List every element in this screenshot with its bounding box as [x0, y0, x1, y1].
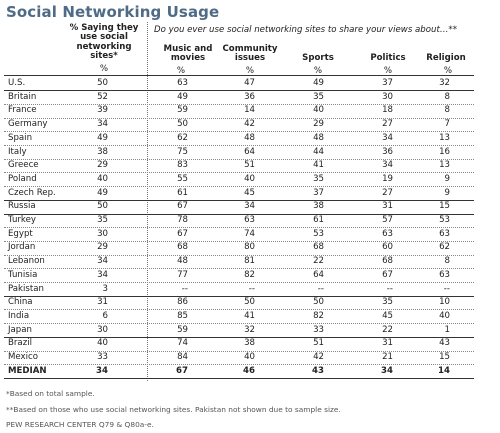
cell-value: 8	[444, 256, 450, 267]
table-row	[0, 146, 500, 159]
footnote-total: *Based on total sample.	[6, 389, 95, 398]
cell-value: 15	[439, 201, 450, 212]
cell-value: 1	[444, 324, 450, 335]
cell-value: 33	[97, 352, 108, 362]
cell-value: 8	[444, 91, 450, 102]
table-row	[0, 159, 500, 172]
cell-value: 34	[382, 160, 393, 171]
table-row	[0, 173, 500, 186]
cell-value: 37	[382, 78, 393, 88]
cell-value: 14	[244, 105, 255, 116]
country-name: Japan	[8, 324, 32, 335]
cell-value: 48	[313, 132, 324, 143]
header-usage: % Saying they use social networking sites*	[69, 23, 139, 62]
cell-value: 50	[97, 78, 108, 88]
cell-value: 7	[444, 119, 450, 130]
table-row	[0, 104, 500, 117]
cell-value: 45	[244, 187, 255, 198]
cell-value: 48	[177, 256, 188, 267]
cell-value: 43	[312, 365, 324, 376]
median-row	[0, 365, 500, 378]
country-name: India	[8, 310, 30, 321]
header-group: Do you ever use social networking sites to share your views about…**	[154, 25, 458, 35]
cell-value: 68	[382, 256, 393, 267]
cell-value: 53	[439, 215, 450, 225]
cell-value: 75	[177, 146, 188, 157]
country-name: Italy	[8, 146, 27, 157]
cell-value: 37	[313, 187, 324, 198]
header-community: Community issues	[222, 44, 278, 64]
cell-value: 83	[177, 160, 188, 171]
cell-value: 51	[313, 338, 324, 349]
cell-value: 35	[313, 91, 324, 102]
cell-value: 49	[177, 91, 188, 102]
cell-value: 40	[244, 173, 255, 184]
cell-value: 8	[444, 105, 450, 116]
country-name: Jordan	[8, 242, 36, 253]
cell-value: 63	[244, 215, 255, 225]
cell-value: 34	[244, 201, 255, 212]
table-row	[0, 283, 500, 296]
cell-value: 34	[97, 256, 108, 267]
cell-value: 35	[382, 297, 393, 308]
cell-value: 49	[97, 187, 108, 198]
cell-value: 39	[97, 105, 108, 116]
country-name: Russia	[8, 201, 36, 212]
cell-value: 21	[382, 352, 393, 362]
pct-label: %	[99, 64, 109, 74]
cell-value: --	[248, 283, 255, 294]
table-row	[0, 310, 500, 323]
cell-value: 82	[313, 310, 324, 321]
cell-value: 40	[439, 310, 450, 321]
cell-value: 68	[313, 242, 324, 253]
table-row	[0, 118, 500, 131]
country-name: Poland	[8, 173, 37, 184]
table-row	[0, 269, 500, 282]
header-religion: Religion	[426, 53, 466, 63]
cell-value: 80	[244, 242, 255, 253]
cell-value: 18	[382, 105, 393, 116]
header-politics: Politics	[370, 53, 406, 63]
table-row	[0, 132, 500, 145]
cell-value: 41	[313, 160, 324, 171]
table-row	[0, 255, 500, 268]
cell-value: 50	[97, 201, 108, 212]
cell-value: 34	[97, 269, 108, 280]
country-name: Czech Rep.	[8, 187, 56, 198]
cell-value: 36	[244, 91, 255, 102]
cell-value: 29	[97, 242, 108, 253]
cell-value: --	[181, 283, 188, 294]
cell-value: 35	[97, 215, 108, 225]
cell-value: 63	[439, 228, 450, 239]
cell-value: 57	[382, 215, 393, 225]
cell-value: --	[317, 283, 324, 294]
cell-value: 61	[177, 187, 188, 198]
cell-value: 30	[97, 228, 108, 239]
cell-value: --	[386, 283, 393, 294]
cell-value: 3	[102, 283, 108, 294]
cell-value: 27	[382, 187, 393, 198]
cell-value: --	[443, 283, 450, 294]
cell-value: 62	[439, 242, 450, 253]
cell-value: 59	[177, 105, 188, 116]
cell-value: 33	[313, 324, 324, 335]
cell-value: 49	[313, 78, 324, 88]
table-row	[0, 241, 500, 254]
cell-value: 9	[444, 187, 450, 198]
cell-value: 85	[177, 310, 188, 321]
country-name: Spain	[8, 132, 33, 143]
row-separator-solid	[4, 378, 474, 379]
cell-value: 45	[382, 310, 393, 321]
cell-value: 6	[102, 310, 108, 321]
pct-label: %	[313, 66, 323, 76]
cell-value: 59	[177, 324, 188, 335]
cell-value: 67	[177, 201, 188, 212]
cell-value: 9	[444, 173, 450, 184]
country-name: Brazil	[8, 338, 32, 349]
cell-value: 84	[177, 352, 188, 362]
footnote-users: **Based on those who use social networking sites. Pakistan not shown due to sample size.	[6, 405, 341, 414]
cell-value: 29	[97, 160, 108, 171]
page-title: Social Networking Usage	[6, 3, 220, 21]
country-name: Britain	[8, 91, 37, 102]
cell-value: 41	[244, 310, 255, 321]
country-name: MEDIAN	[8, 365, 47, 376]
table-row	[0, 228, 500, 241]
table-row	[0, 351, 500, 364]
cell-value: 35	[313, 173, 324, 184]
cell-value: 10	[439, 297, 450, 308]
cell-value: 13	[439, 160, 450, 171]
cell-value: 16	[439, 146, 450, 157]
cell-value: 60	[382, 242, 393, 253]
table-row	[0, 77, 500, 90]
cell-value: 44	[313, 146, 324, 157]
cell-value: 53	[313, 228, 324, 239]
cell-value: 49	[97, 132, 108, 143]
cell-value: 48	[244, 132, 255, 143]
cell-value: 30	[382, 91, 393, 102]
cell-value: 32	[439, 78, 450, 88]
cell-value: 64	[244, 146, 255, 157]
cell-value: 27	[382, 119, 393, 130]
cell-value: 68	[177, 242, 188, 253]
cell-value: 15	[439, 352, 450, 362]
country-name: Pakistan	[8, 283, 44, 294]
cell-value: 63	[382, 228, 393, 239]
country-name: Germany	[8, 119, 48, 130]
cell-value: 82	[244, 269, 255, 280]
cell-value: 30	[97, 324, 108, 335]
cell-value: 63	[177, 78, 188, 88]
pct-label: %	[443, 66, 453, 76]
cell-value: 34	[381, 365, 393, 376]
cell-value: 13	[439, 132, 450, 143]
table-row	[0, 337, 500, 350]
cell-value: 46	[243, 365, 255, 376]
cell-value: 34	[96, 365, 108, 376]
cell-value: 19	[382, 173, 393, 184]
cell-value: 14	[438, 365, 450, 376]
cell-value: 74	[244, 228, 255, 239]
cell-value: 62	[177, 132, 188, 143]
table-row	[0, 187, 500, 200]
cell-value: 32	[244, 324, 255, 335]
pct-label: %	[176, 66, 186, 76]
cell-value: 36	[382, 146, 393, 157]
cell-value: 52	[97, 91, 108, 102]
country-name: U.S.	[8, 78, 26, 88]
country-name: Egypt	[8, 228, 33, 239]
country-name: Mexico	[8, 352, 39, 362]
country-name: Lebanon	[8, 256, 45, 267]
cell-value: 38	[97, 146, 108, 157]
cell-value: 42	[313, 352, 324, 362]
source-note: PEW RESEARCH CENTER Q79 & Q80a-e.	[6, 420, 154, 429]
cell-value: 81	[244, 256, 255, 267]
pct-label: %	[245, 66, 255, 76]
country-name: Greece	[8, 160, 39, 171]
table-row	[0, 91, 500, 104]
cell-value: 43	[439, 338, 450, 349]
cell-value: 31	[382, 201, 393, 212]
cell-value: 78	[177, 215, 188, 225]
country-name: Turkey	[8, 215, 36, 225]
cell-value: 86	[177, 297, 188, 308]
cell-value: 67	[382, 269, 393, 280]
cell-value: 74	[177, 338, 188, 349]
cell-value: 38	[313, 201, 324, 212]
cell-value: 34	[382, 132, 393, 143]
table-row	[0, 324, 500, 337]
cell-value: 50	[177, 119, 188, 130]
country-name: Tunisia	[8, 269, 38, 280]
country-name: China	[8, 297, 33, 308]
table-row	[0, 214, 500, 227]
cell-value: 50	[244, 297, 255, 308]
cell-value: 31	[97, 297, 108, 308]
cell-value: 63	[439, 269, 450, 280]
table-row	[0, 200, 500, 213]
cell-value: 51	[244, 160, 255, 171]
row-separator-solid	[4, 75, 474, 76]
country-name: France	[8, 105, 37, 116]
cell-value: 40	[313, 105, 324, 116]
cell-value: 77	[177, 269, 188, 280]
pct-label: %	[383, 66, 393, 76]
cell-value: 50	[313, 297, 324, 308]
cell-value: 55	[177, 173, 188, 184]
cell-value: 47	[244, 78, 255, 88]
header-music: Music and movies	[163, 44, 213, 64]
cell-value: 40	[244, 352, 255, 362]
cell-value: 31	[382, 338, 393, 349]
header-sports: Sports	[302, 53, 334, 63]
cell-value: 22	[313, 256, 324, 267]
cell-value: 67	[176, 365, 188, 376]
table-row	[0, 296, 500, 309]
cell-value: 64	[313, 269, 324, 280]
cell-value: 61	[313, 215, 324, 225]
cell-value: 40	[97, 338, 108, 349]
cell-value: 38	[244, 338, 255, 349]
cell-value: 67	[177, 228, 188, 239]
cell-value: 42	[244, 119, 255, 130]
cell-value: 22	[382, 324, 393, 335]
cell-value: 40	[97, 173, 108, 184]
cell-value: 34	[97, 119, 108, 130]
cell-value: 29	[313, 119, 324, 130]
